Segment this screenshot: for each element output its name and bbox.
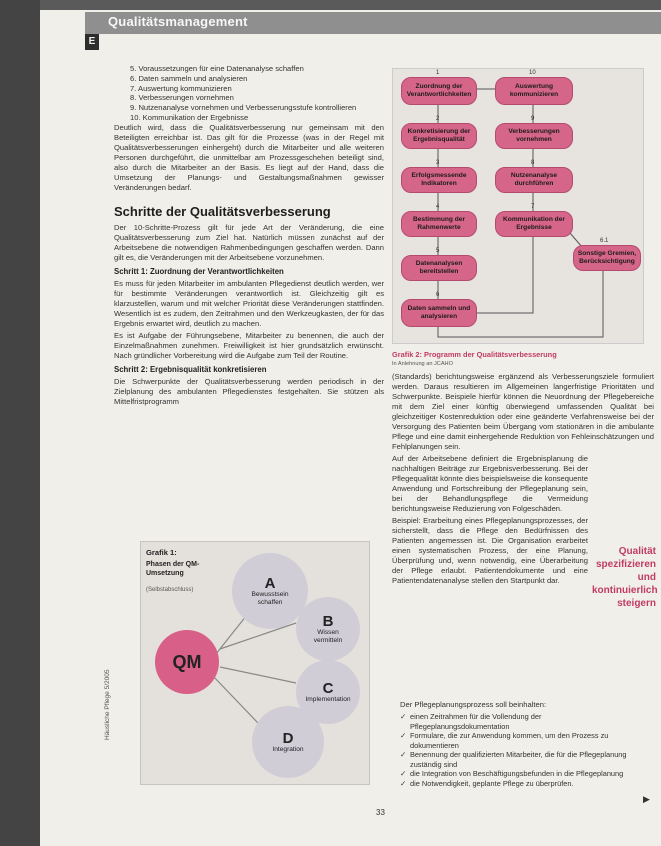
circle-label: Bewusstsein schaffen [251, 590, 289, 606]
node-number: 6 [436, 292, 440, 298]
intro-paragraph: Deutlich wird, dass die Qualitätsverbesserung nur gemeinsam mit den Beteiligten erreichbar ist. Das gilt für die Prozesse (was in der Regel mit Qualitätsverbesserungen einhergeht) durch die Mitarbeiter und alle weiteren Personen durchgeführt, die unmittelbar am Prozessgeschehen beteiligt sind, also durch die Mitarbeiter an der Basis. Es liegt auf der Hand, dass die Umsetzung der Planungs- und Gestaltungsmaßnahmen gewisser Veränderungen bedarf. [114, 122, 384, 192]
check-icon: ✓ [400, 731, 407, 740]
circle-label: Wissen vermitteln [313, 628, 343, 644]
circle-d [252, 706, 324, 778]
node-number: 1 [436, 70, 440, 76]
grafik2-diagram [392, 68, 644, 344]
right-paragraph-2: Auf der Arbeitsebene definiert die Ergebnisplanung die nachhaltigen Beiträge zur Ergebnisverbesserung. Bei der Pflegequalität könnte dies beispielsweise die konsequente Anwendung und Fortschreibung der Pflegeplanung sein, bei der Behandlungspflege die Vermeidung berichtungsweise Reduzierung von Folgeschäden. [392, 454, 588, 513]
list-item: 6. Daten sammeln und analysieren [130, 73, 248, 83]
circle-a [232, 553, 308, 629]
circle-label: Implementation [305, 695, 351, 703]
qm-circle: QM [155, 630, 219, 694]
page-number: 33 [376, 808, 385, 817]
step1-title: Schritt 1: Zuordnung der Verantwortlichkeiten [114, 266, 284, 276]
list-item: ✓ die Integration von Beschäftigungsbefunden in die Pflegeplanung [400, 769, 624, 778]
flow-node-7: Kommunikation der Ergebnisse [495, 211, 573, 237]
circle-letter: C [322, 679, 334, 697]
continue-arrow-icon: ▶ [643, 794, 650, 804]
section-paragraph: Der 10-Schritte-Prozess gilt für jede Art der Veränderung, die eine Qualitätsverbesserung zum Ziel hat. Natürlich müssen zunächst auf der Arbeitsebene die notwendigen Rahmenbedingungen geschaffen werden. Dann gilt es, die Veränderungen mit der Arbeitsebene vorzunehmen. [114, 222, 384, 262]
flow-node-1: Zuordnung der Verantwortlichkeiten [401, 77, 477, 105]
node-number: 3 [436, 160, 440, 166]
check-icon: ✓ [400, 769, 407, 778]
scan-edge [0, 0, 40, 846]
flow-node-2: Konkretisierung der Ergebnisqualität [401, 123, 477, 149]
list-item: ✓ einen Zeitrahmen für die Vollendung der Pflegeplanungsdokumentation [400, 712, 542, 731]
flow-node-6: Daten sammeln und analysieren [401, 299, 477, 327]
list-item: ✓ Benennung der qualifizierten Mitarbeiter, die für die Pflegeplanung zuständig sind [400, 750, 627, 769]
circle-letter: D [282, 729, 294, 747]
list-item: 10. Kommunikation der Ergebnisse [130, 112, 249, 122]
checklist [400, 712, 640, 788]
circle-b [296, 597, 360, 661]
check-icon: ✓ [400, 778, 407, 788]
circle-letter: A [264, 574, 276, 592]
grafik2-source: In Anlehnung an JCAHO [392, 361, 453, 367]
right-paragraph-1: (Standards) berichtungsweise ergänzend als Verbesserungsziele formuliert werden. Daraus resultieren im Allgemeinen langerfristige Prioritäten und Schwerpunkte. Beispiele hierfür können die Neuordnung der Pflegebereiche mit dem Ziel einer künftig überwiegend umfassenden Qualität bei gleichzeitiger Kostenreduktion oder eine geänderte Verfahrensweise bei der Versorgung des Patienten beim Übergang vom stationären in die ambulante Pflege und eine damit einhergehende Reduktion von Fehleinschätzungen und Fehlplanungen sein. [392, 372, 654, 451]
check-icon: ✓ [400, 750, 407, 759]
checklist-block [400, 700, 640, 788]
step2-title: Schritt 2: Ergebnisqualität konkretisieren [114, 364, 267, 374]
step1-text: Es muss für jeden Mitarbeiter im ambulanten Pflegedienst deutlich werden, wer für bestimmte Veränderungen verantwortlich ist. Gleichzeitig gilt es klarzustellen, warum und mit welcher Priorität diese Veränderungen stattfinden. Wesentlich ist es zudem, den Zeitrahmen und den Werkzeugkasten, der für das Ergebnis erwartet wird, deutlich zu machen. [114, 278, 384, 328]
check-icon: ✓ [400, 712, 407, 721]
flow-node-4: Bestimmung der Rahmenwerte [401, 211, 477, 237]
node-number: 8 [531, 160, 535, 166]
list-item: ✓ Formulare, die zur Anwendung kommen, um den Prozess zu dokumentieren [400, 731, 609, 750]
step1-text2: Es ist Aufgabe der Führungsebene, Mitarbeiter zu benennen, die auch der Einzelmaßnahmen zunehmen. Freiwilligkeit ist hier grundsätzlich erwünscht. Nach gründlicher Vorbereitung wird die Aufgabe zum Teil der Routine. [114, 330, 384, 360]
sidebar-heading: Qualität spezifizieren und kontinuierlich steigern [592, 546, 658, 609]
vertical-credit: Häusliche Pflege 5/2005 [104, 669, 111, 740]
flow-node-8: Nutzenanalyse durchführen [495, 167, 573, 193]
list-item: ✓ die Notwendigkeit, geplante Pflege zu überprüfen. [400, 778, 574, 788]
flow-node-10: Auswertung kommunizieren [495, 77, 573, 105]
list-item: 5. Voraussetzungen für eine Datenanalyse schaffen [130, 64, 304, 73]
grafik2-caption: Grafik 2: Programm der Qualitätsverbesserung [392, 350, 557, 359]
flow-node-9: Verbesserungen vornehmen [495, 123, 573, 149]
list-item: 9. Nutzenanalyse vornehmen und Verbesserungsstufe kontrollieren [130, 103, 357, 113]
node-number: 6.1 [600, 238, 609, 244]
step2-text: Die Schwerpunkte der Qualitätsverbesserung werden periodisch in der Zielplanung des ambulanten Pflegedienstes festgehalten. Sie stützen als Mittelfristprogramm [114, 376, 384, 406]
page-title: Qualitätsmanagement [108, 14, 248, 29]
node-number: 5 [436, 248, 440, 254]
flow-node-6-1: Sonstige Gremien, Berücksichtigung [573, 245, 641, 271]
list-item: 8. Verbesserungen vornehmen [130, 93, 234, 103]
steps-list [114, 64, 384, 123]
list-item: 7. Auswertung kommunizieren [130, 83, 232, 93]
flow-node-5: Datenanalysen bereitstellen [401, 255, 477, 281]
node-number: 10 [529, 70, 536, 76]
left-column [114, 64, 384, 409]
node-number: 9 [531, 116, 535, 122]
right-paragraph-3: Beispiel: Erarbeitung eines Pflegeplanungsprozesses, der sicherstellt, dass die Pflege den Bedürfnissen des Patienten angemessen ist. Die Organisation erarbeitet einen systematischen Prozess, der eine Planung, Überprüfung und, wenn notwendig, eine Überarbeitung der Pflege erlaubt. Patientendokumente und eine Patientendatenanalyse stellen den Startpunkt dar. [392, 516, 588, 585]
circle-label: Integration [272, 745, 304, 753]
section-tab: E [85, 34, 99, 50]
grafik1-title: Grafik 1: [146, 548, 177, 557]
section-title: Schritte der Qualitätsverbesserung [114, 203, 331, 219]
grafik1-subtitle: Phasen der QM-Umsetzung [146, 561, 200, 577]
flow-node-3: Erfolgsmessende Indikatoren [401, 167, 477, 193]
node-number: 7 [531, 204, 535, 210]
node-number: 2 [436, 116, 440, 122]
grafik1-source: (Selbstabschluss) [146, 587, 194, 593]
node-number: 4 [436, 204, 440, 210]
checklist-intro: Der Pflegeplanungsprozess soll beinhalten: [400, 700, 547, 709]
circle-letter: B [322, 612, 334, 630]
